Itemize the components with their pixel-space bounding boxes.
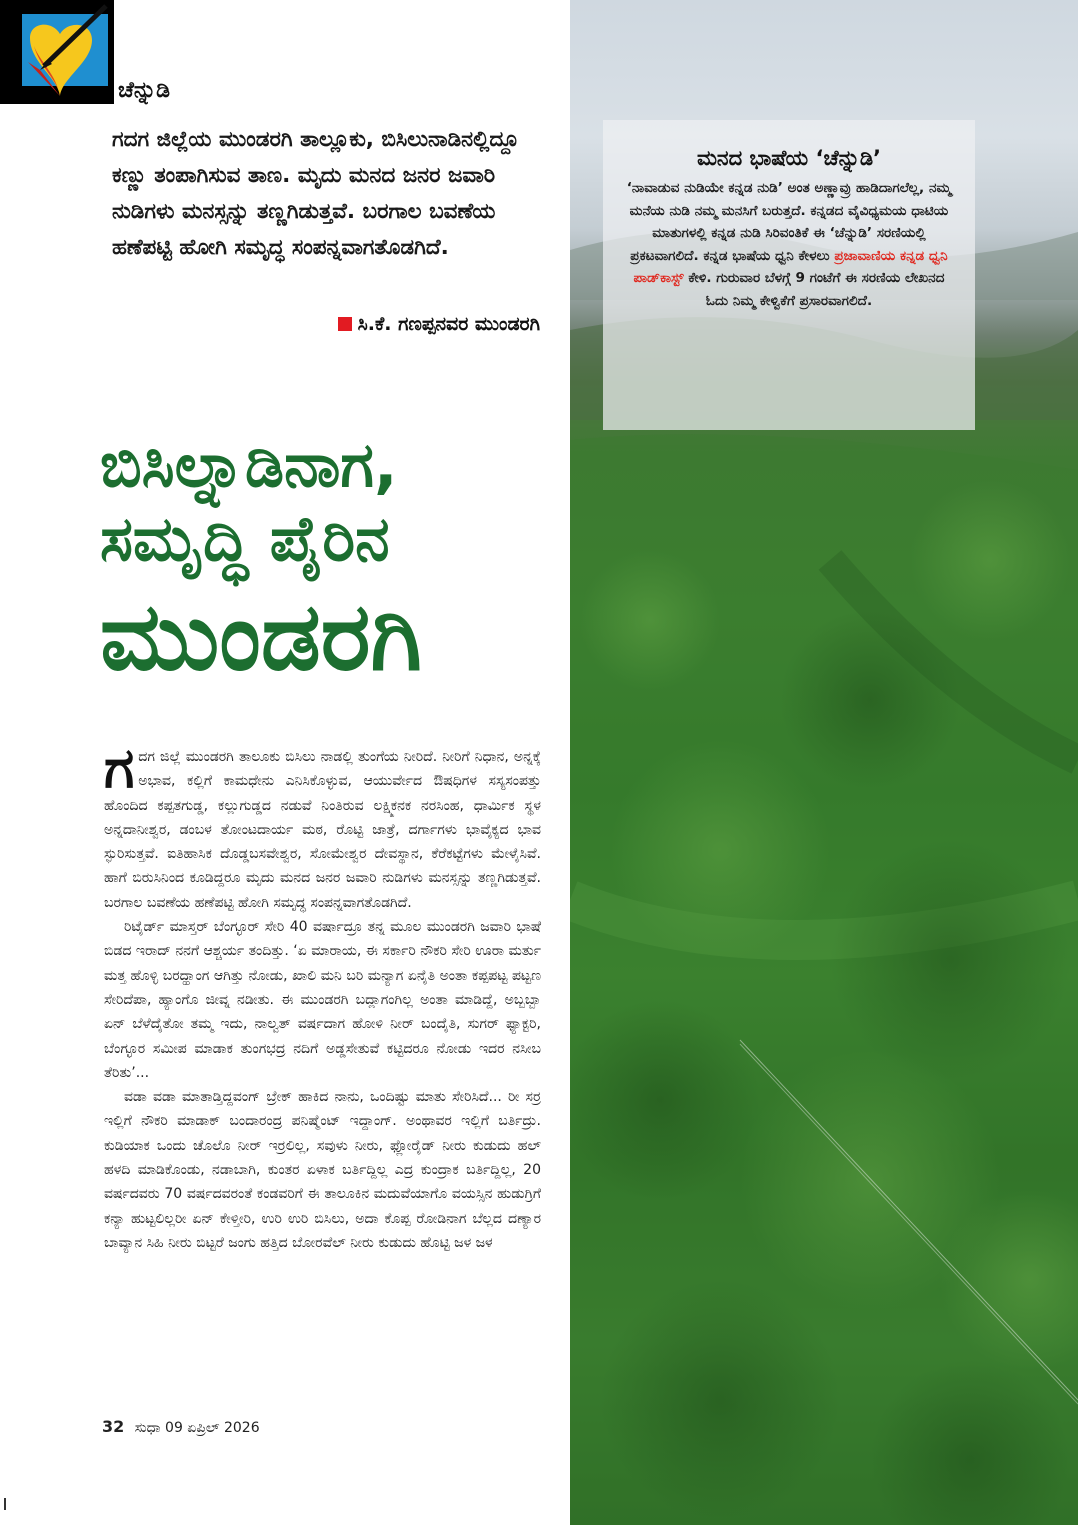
dropcap: ಗ: [104, 736, 135, 801]
page-number: 32: [102, 1417, 125, 1436]
sidebar-box: [603, 120, 975, 430]
intro-paragraph: ಗದಗ ಜಿಲ್ಲೆಯ ಮುಂಡರಗಿ ತಾಲ್ಲೂಕು, ಬಿಸಿಲುನಾಡಿನಲ್ಲಿದ್ದೂ ಕಣ್ಣು ತಂಪಾಗಿಸುವ ತಾಣ. ಮೃದು ಮನದ ಜನರ ಜವಾರಿ ನುಡಿಗಳು ಮನಸ್ಸನ್ನು ತಣ್ಣಗಿಡುತ್ತವೆ. ಬರಗಾಲ ಬವಣೆಯ ಹಣೆಪಟ್ಟಿ ಹೋಗಿ ಸಮೃದ್ಧ ಸಂಪನ್ನವಾಗತೊಡಗಿದೆ.: [112, 127, 519, 260]
headline-line-1: ಬಿಸಿಲ್ನಾಡಿನಾಗ,: [100, 428, 398, 501]
heart-pen-icon: [0, 0, 114, 104]
headline-line-3: ಮುಂಡರಗಿ: [100, 583, 422, 692]
byline-author: ಸಿ.ಕೆ. ಗಣಪ್ಪನವರ ಮುಂಡರಗಿ: [357, 313, 540, 335]
article-paragraph: [104, 736, 541, 915]
magazine-name: ಸುಧಾ: [134, 1420, 161, 1436]
article-body: [104, 736, 541, 1255]
sidebar-text-before: ‘ನಾವಾಡುವ ನುಡಿಯೇ ಕನ್ನಡ ನುಡಿ’ ಅಂತ ಅಣ್ಣಾವ್ರು ಹಾಡಿದಾಗಲೆಲ್ಲ, ನಮ್ಮ ಮನೆಯ ನುಡಿ ನಮ್ಮ ಮನಸಿಗೆ ಬರುತ್ತದೆ. ಕನ್ನಡದ ವೈವಿಧ್ಯಮಯ ಧಾಟಿಯ ಮಾತುಗಳಲ್ಲಿ ಕನ್ನಡ ನುಡಿ ಸಿರಿವಂತಿಕೆ ಈ ‘ಚೆನ್ನುಡಿ’ ಸರಣಿಯಲ್ಲಿ ಪ್ರಕಟವಾಗಲಿದೆ. ಕನ್ನಡ ಭಾಷೆಯ ಧ್ವನಿ ಕೇಳಲು: [626, 180, 952, 264]
crop-mark: [4, 1498, 6, 1510]
sidebar-text: [625, 177, 953, 313]
headline: [100, 428, 560, 694]
article-paragraph: ರಿಟೈರ್ಡ್ ಮಾಸ್ತರ್ ಬೆಂಗ್ಳೂರ್ ಸೇರಿ 40 ವರ್ಷಾದ್ರೂ ತನ್ನ ಮೂಲ ಮುಂಡರಗಿ ಜವಾರಿ ಭಾಷೆ ಬಿಡದ ಇರಾದ್ ನನಗೆ ಆಶ್ಚರ್ಯ ತಂದಿತ್ತು. ‘ಏ ಮಾರಾಯ, ಈ ಸರ್ಕಾರಿ ನೌಕರಿ ಸೇರಿ ಊರಾ ಮರ್ತು ಮತ್ತ ಹೊಳ್ಳಿ ಬರದ್ಹಾಂಗ ಆಗಿತ್ತು ನೋಡು, ಖಾಲಿ ಮನಿ ಬರಿ ಮನ್ಯಾಗ ಏನೈತಿ ಅಂತಾ ಕಪ್ಪಪಟ್ಟ ಪಟ್ಟಣ ಸೇರಿದೆಪಾ, ಹ್ಯಾಂಗೊ ಜೀವ್ನ ನಡೀತು. ಈ ಮುಂಡರಗಿ ಬದ್ಲಾಗಂಗಿಲ್ಲ ಅಂತಾ ಮಾಡಿದ್ದೆ, ಅಬ್ಬಬ್ಬಾ ಏನ್ ಬೆಳೆದೈತೋ ತಮ್ಮ ಇದು, ನಾಲ್ವತ್ ವರ್ಷದಾಗ ಹೋಳಿ ನೀರ್ ಬಂದೈತಿ, ಸುಗರ್ ಫ್ಯಾಕ್ಟರಿ, ಬೆಂಗ್ಳೂರ ಸಮೀಪ ಮಾಡಾಕ ತುಂಗಭದ್ರ ನದಿಗೆ ಅಡ್ಡಸೇತುವೆ ಕಟ್ಟಿದರೂ ನೋಡು ಇದರ ನಸೀಬ ತೆರಿತು’...: [104, 919, 541, 1081]
article-paragraph: ವಡಾ ವಡಾ ಮಾತಾಡ್ತಿದ್ದವಂಗ್ ಬ್ರೇಕ್ ಹಾಕಿದ ನಾನು, ಒಂದಿಷ್ಟು ಮಾತು ಸೇರಿಸಿದೆ... ರೀ ಸರ್ರ ಇಲ್ಲಿಗೆ ನೌಕರಿ ಮಾಡಾಕ್ ಬಂದಾರಂದ್ರ ಪನಿಷ್ಮೆಂಟ್ ಇದ್ದಾಂಗ್. ಅಂಥಾವರ ಇಲ್ಲಿಗೆ ಬರ್ತಿದ್ರು. ಕುಡಿಯಾಕ ಒಂದು ಚೊಲೊ ನೀರ್ ಇರ್ರಲಿಲ್ಲ, ಸವುಳು ನೀರು, ಫ್ಲೋರೈಡ್ ನೀರು ಕುಡುದು ಹಲ್ ಹಳದಿ ಮಾಡಿಕೊಂಡು, ನಡಾಬಾಗಿ, ಕುಂತರ ಏಳಾಕ ಬರ್ತಿದ್ದಿಲ್ಲ ಎದ್ರ ಕುಂದ್ರಾಕ ಬರ್ತಿದ್ದಿಲ್ಲ, 20 ವರ್ಷದವರು 70 ವರ್ಷದವರಂತೆ ಕಂಡವರಿಗೆ ಈ ತಾಲೂಕಿನ ಮದುವೆಯಾಗೊ ವಯಸ್ಸಿನ ಹುಡುಗ್ರಿಗೆ ಕನ್ಯಾ ಹುಟ್ಟಲಿಲ್ಲರೀ ಏನ್ ಕೇಳ್ತೀರಿ, ಉರಿ ಉರಿ ಬಿಸಿಲು, ಅದಾ ಕೊಪ್ಪ ರೋಡಿನಾಗ ಬೆಲ್ಲದ ದಣ್ಯಾರ ಬಾವ್ಯಾನ ಸಿಹಿ ನೀರು ಬಿಟ್ಟರೆ ಜಂಗು ಹತ್ತಿದ ಬೋರವೆಲ್ ನೀರು ಕುಡುದು ಹೊಟ್ಟಿ ಜಳ ಜಳ: [104, 1089, 541, 1251]
paragraph-1-text: ದಗ ಜಿಲ್ಲೆ ಮುಂಡರಗಿ ತಾಲೂಕು ಬಿಸಿಲು ನಾಡಲ್ಲಿ ತುಂಗೆಯ ನೀರಿದೆ. ನೀರಿಗೆ ನಿಧಾನ, ಅನ್ನಕ್ಕೆ ಅಭಾವ, ಕಲ್ಲಿಗೆ ಕಾಮಧೇನು ಎನಿಸಿಕೊಳ್ಳುವ, ಆಯುರ್ವೇದ ಔಷಧಿಗಳ ಸಸ್ಯಸಂಪತ್ತು ಹೊಂದಿದ ಕಪ್ಪತಗುಡ್ಡ, ಕಲ್ಲುಗುಡ್ಡದ ನಡುವೆ ನಿಂತಿರುವ ಲಕ್ಷ್ಮಿಕನಕ ನರಸಿಂಹ, ಧಾರ್ಮಿಕ ಸ್ಥಳ ಅನ್ನದಾನೀಶ್ವರ, ಡಂಬಳ ತೋಂಟದಾರ್ಯ ಮಠ, ರೊಟ್ಟಿ ಜಾತ್ರೆ, ದರ್ಗಾಗಳು ಭಾವೈಕ್ಯದ ಭಾವ ಸ್ಫುರಿಸುತ್ತವೆ. ಐತಿಹಾಸಿಕ ದೊಡ್ಡಬಸವೇಶ್ವರ, ಸೋಮೇಶ್ವರ ದೇವಸ್ಥಾನ, ಕೆರೆಕಟ್ಟೆಗಳು ಮೇಳೈಸಿವೆ. ಹಾಗೆ ಬಿರುಸಿನಿಂದ ಕೂಡಿದ್ದರೂ ಮೃದು ಮನದ ಜನರ ಜವಾರಿ ನುಡಿಗಳು ಮನಸ್ಸನ್ನು ತಣ್ಣಗಿಡುತ್ತವೆ. ಬರಗಾಲ ಬವಣೆಯ ಹಣೆಪಟ್ಟಿ ಹೋಗಿ ಸಮೃದ್ಧ ಸಂಪನ್ನವಾಗತೊಡಗಿದೆ.: [104, 749, 541, 911]
sidebar-text-after: ಕೇಳಿ. ಗುರುವಾರ ಬೆಳಗ್ಗೆ 9 ಗಂಟೆಗೆ ಈ ಸರಣಿಯ ಲೇಖನದ ಓದು ನಿಮ್ಮ ಕೇಳ್ವಿಕೆಗೆ ಪ್ರಸಾರವಾಗಲಿದೆ.: [683, 270, 945, 309]
sidebar-title: ಮನದ ಭಾಷೆಯ ‘ಚೆನ್ನುಡಿ’: [696, 146, 882, 170]
headline-line-2: ಸಮೃದ್ಧಿ ಪೈರಿನ: [100, 502, 390, 575]
podcast-link[interactable]: ಪ್ರಜಾವಾಣಿಯ ಕನ್ನಡ ಧ್ವನಿ ಪಾಡ್‌ಕಾಸ್ಟ್: [633, 247, 948, 287]
section-logo: [0, 0, 114, 104]
section-tag: ಚೆನ್ನುಡಿ: [118, 78, 170, 103]
byline: [338, 313, 540, 335]
byline-marker: [338, 317, 352, 331]
issue-date: 09 ಏಪ್ರಿಲ್ 2026: [165, 1420, 260, 1436]
page-footer: [102, 1417, 260, 1436]
